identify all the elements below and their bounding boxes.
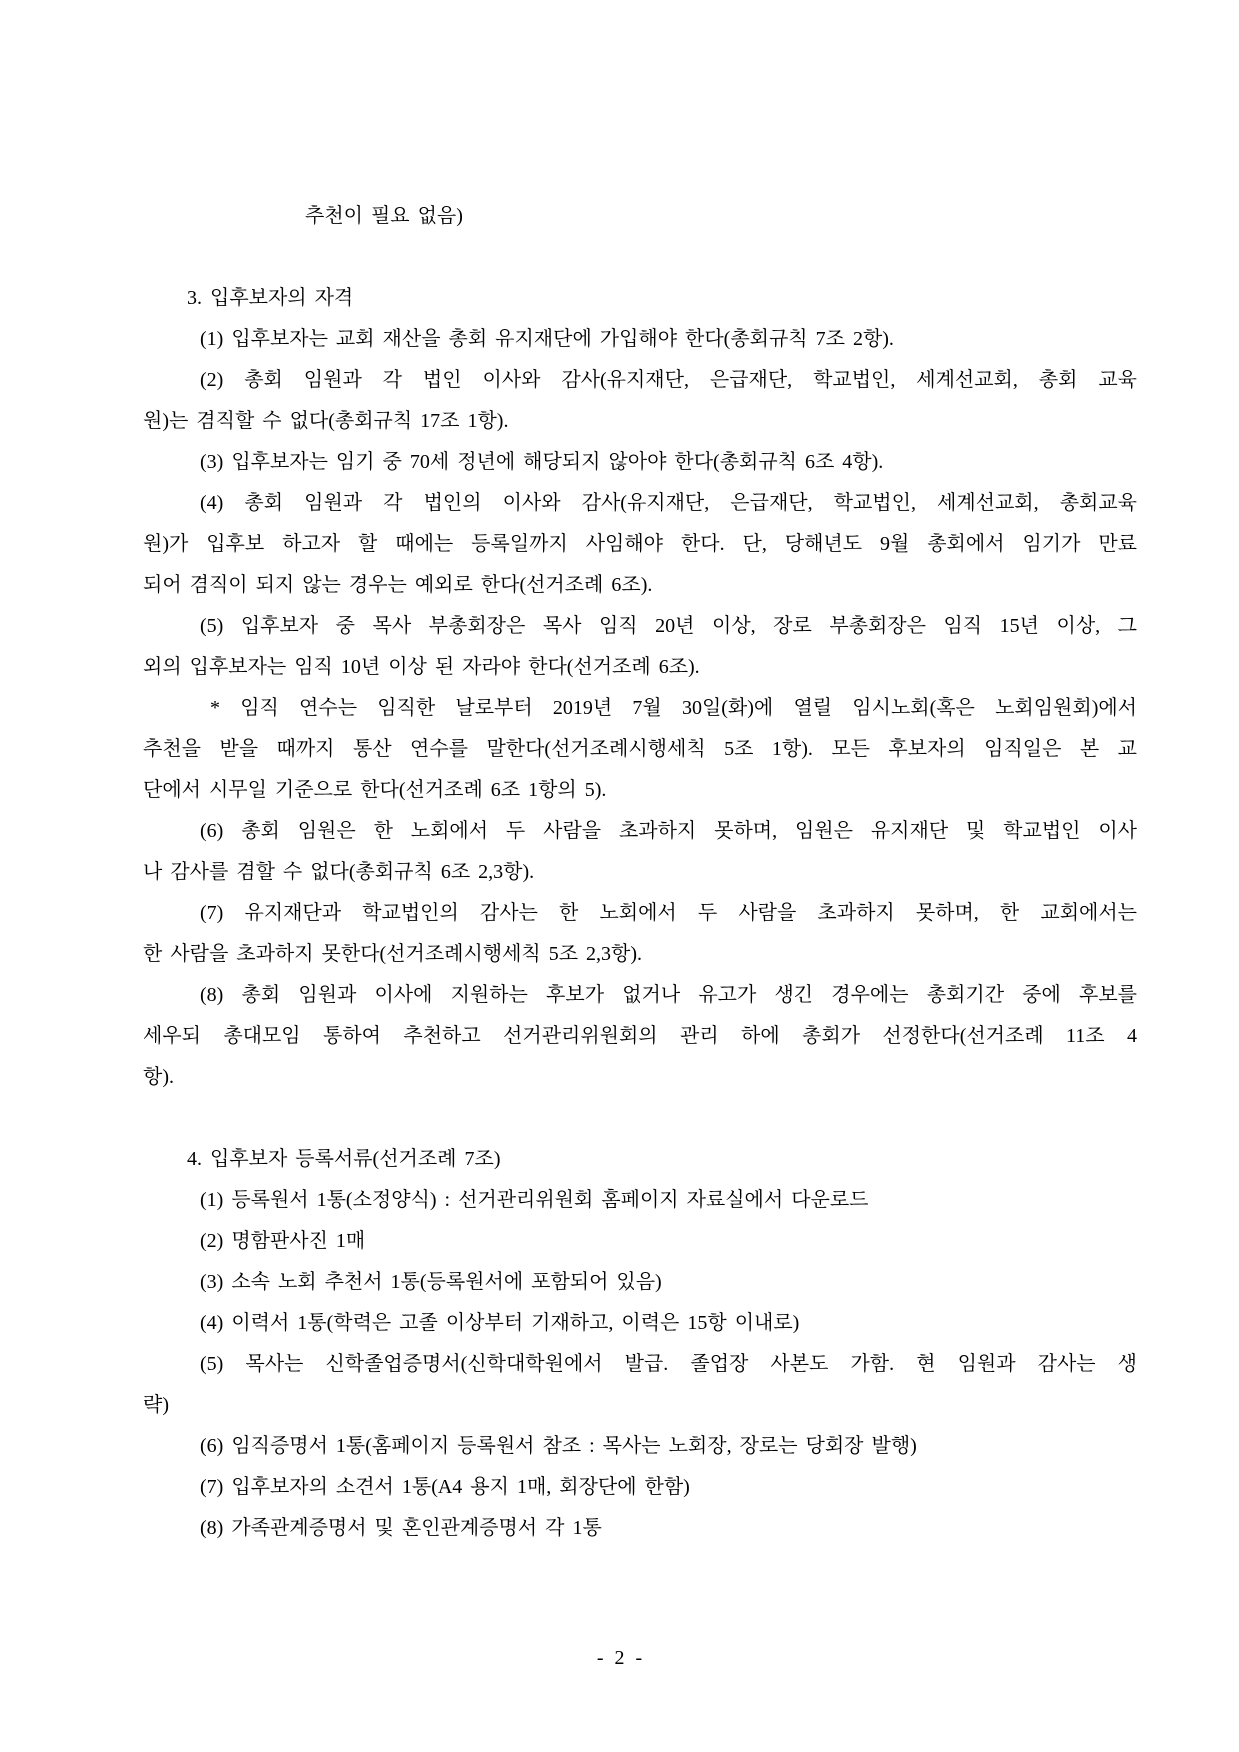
text-line: 4. 입후보자 등록서류(선거조례 7조) xyxy=(187,1148,501,1170)
text-line: 외의 입후보자는 임직 10년 이상 된 자라야 한다(선거조례 6조). xyxy=(143,656,700,678)
text-line: (2) 명함판사진 1매 xyxy=(200,1230,366,1252)
text-line: (5) 입후보자 중 목사 부총회장은 목사 임직 20년 이상, 장로 부총회장은 임직 15년 이상, 그 xyxy=(200,615,1137,637)
text-line: 추천을 받을 때까지 통산 연수를 말한다(선거조례시행세칙 5조 1항). 모든 후보자의 임직일은 본 교 xyxy=(143,738,1137,760)
text-line: 원)는 겸직할 수 없다(총회규칙 17조 1항). xyxy=(143,410,509,432)
text-line: 세우되 총대모임 통하여 추천하고 선거관리위원회의 관리 하에 총회가 선정한다(선거조례 11조 4 xyxy=(143,1025,1137,1047)
text-line: 나 감사를 겸할 수 없다(총회규칙 6조 2,3항). xyxy=(143,861,535,883)
text-line: 략) xyxy=(143,1394,169,1416)
text-line: 한 사람을 초과하지 못한다(선거조례시행세칙 5조 2,3항). xyxy=(143,943,643,965)
text-line: (5) 목사는 신학졸업증명서(신학대학원에서 발급. 졸업장 사본도 가함. 현 임원과 감사는 생 xyxy=(200,1353,1137,1375)
text-line: (8) 총회 임원과 이사에 지원하는 후보가 없거나 유고가 생긴 경우에는 총회기간 중에 후보를 xyxy=(200,984,1137,1006)
text-line: (6) 총회 임원은 한 노회에서 두 사람을 초과하지 못하며, 임원은 유지재단 및 학교법인 이사 xyxy=(200,820,1137,842)
text-line: 3. 입후보자의 자격 xyxy=(187,287,354,309)
text-line: (3) 소속 노회 추천서 1통(등록원서에 포함되어 있음) xyxy=(200,1271,662,1293)
text-line: (3) 입후보자는 임기 중 70세 정년에 해당되지 않아야 한다(총회규칙 6조 4항). xyxy=(200,451,884,473)
text-line: 항). xyxy=(143,1066,174,1088)
text-line: (7) 유지재단과 학교법인의 감사는 한 노회에서 두 사람을 초과하지 못하며, 한 교회에서는 xyxy=(200,902,1137,924)
text-line: (6) 임직증명서 1통(홈페이지 등록원서 참조 : 목사는 노회장, 장로는 당회장 발행) xyxy=(200,1435,917,1457)
text-line: (4) 총회 임원과 각 법인의 이사와 감사(유지재단, 은급재단, 학교법인, 세계선교회, 총회교육 xyxy=(200,492,1137,514)
blank-line xyxy=(143,237,1137,278)
blank-line xyxy=(143,1098,1137,1139)
text-line: (1) 등록원서 1통(소정양식) : 선거관리위원회 홈페이지 자료실에서 다운로드 xyxy=(200,1189,869,1211)
page-number: - 2 - xyxy=(596,1647,643,1669)
text-line: (1) 입후보자는 교회 재산을 총회 유지재단에 가입해야 한다(총회규칙 7조 2항). xyxy=(200,328,894,350)
text-line: 추천이 필요 없음) xyxy=(305,205,463,227)
text-line: (4) 이력서 1통(학력은 고졸 이상부터 기재하고, 이력은 15항 이내로) xyxy=(200,1312,800,1334)
text-line: 원)가 입후보 하고자 할 때에는 등록일까지 사임해야 한다. 단, 당해년도 9월 총회에서 임기가 만료 xyxy=(143,533,1137,555)
document-body xyxy=(143,196,1137,1549)
text-line: 단에서 시무일 기준으로 한다(선거조례 6조 1항의 5). xyxy=(143,779,607,801)
text-line: * 임직 연수는 임직한 날로부터 2019년 7월 30일(화)에 열릴 임시노회(혹은 노회임원회)에서 xyxy=(210,697,1137,719)
text-line: (8) 가족관계증명서 및 혼인관계증명서 각 1통 xyxy=(200,1517,602,1539)
text-line: (2) 총회 임원과 각 법인 이사와 감사(유지재단, 은급재단, 학교법인, 세계선교회, 총회 교육 xyxy=(200,369,1137,391)
text-line: (7) 입후보자의 소견서 1통(A4 용지 1매, 회장단에 한함) xyxy=(200,1476,690,1498)
text-line: 되어 겸직이 되지 않는 경우는 예외로 한다(선거조례 6조). xyxy=(143,574,653,596)
